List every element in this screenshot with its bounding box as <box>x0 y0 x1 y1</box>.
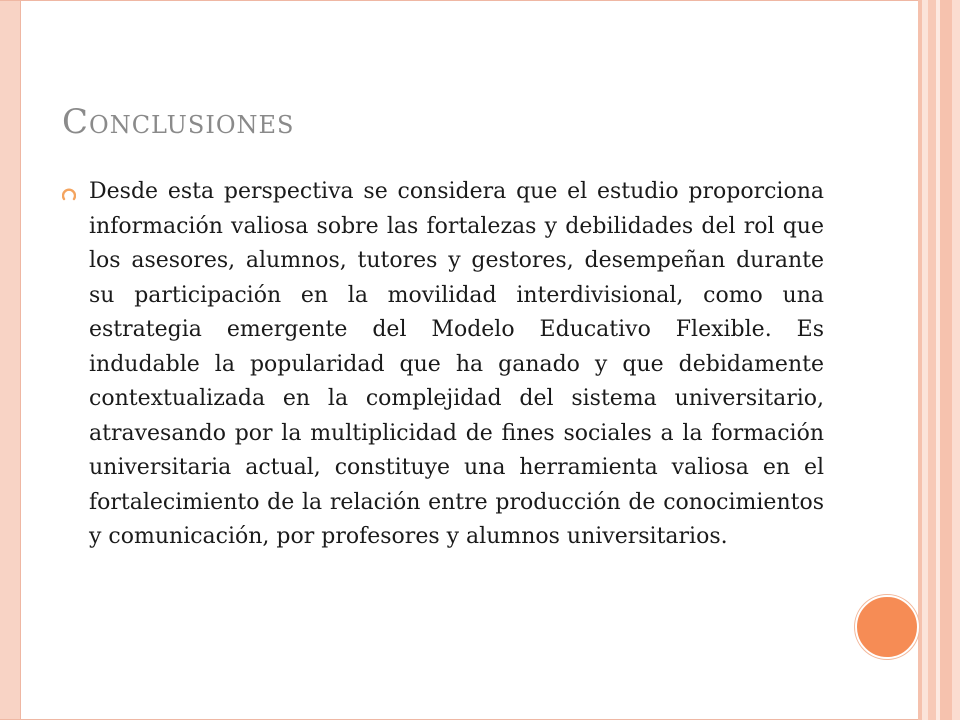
slide-title: Conclusiones <box>62 102 295 142</box>
right-decor-stripe <box>928 0 936 720</box>
bullet-text: Desde esta perspectiva se considera que el estudio proporciona información valiosa sobre las fortalezas y debilidades del rol que los asesores, alumnos, tutores y gestores, desempeñan durante su participación en la movilidad interdivisional, como una estrategia emergente del Modelo Educativo Flexible. Es indudable la popularidad que ha ganado y que debidamente contextualizada en la complejidad del sistema universitario, atravesando por la multiplicidad de fines sociales a la formación universitaria actual, constituye una herramienta valiosa en el fortalecimiento de la relación entre producción de conocimientos y comunicación, por profesores y alumnos universitarios. <box>89 179 824 549</box>
left-border-frame <box>0 0 21 720</box>
right-decor-stripe <box>940 0 952 720</box>
arc-bullet-icon <box>62 187 76 201</box>
top-border-line <box>0 0 920 1</box>
right-decor-stripe <box>952 0 960 720</box>
decorative-orange-circle <box>855 595 919 659</box>
